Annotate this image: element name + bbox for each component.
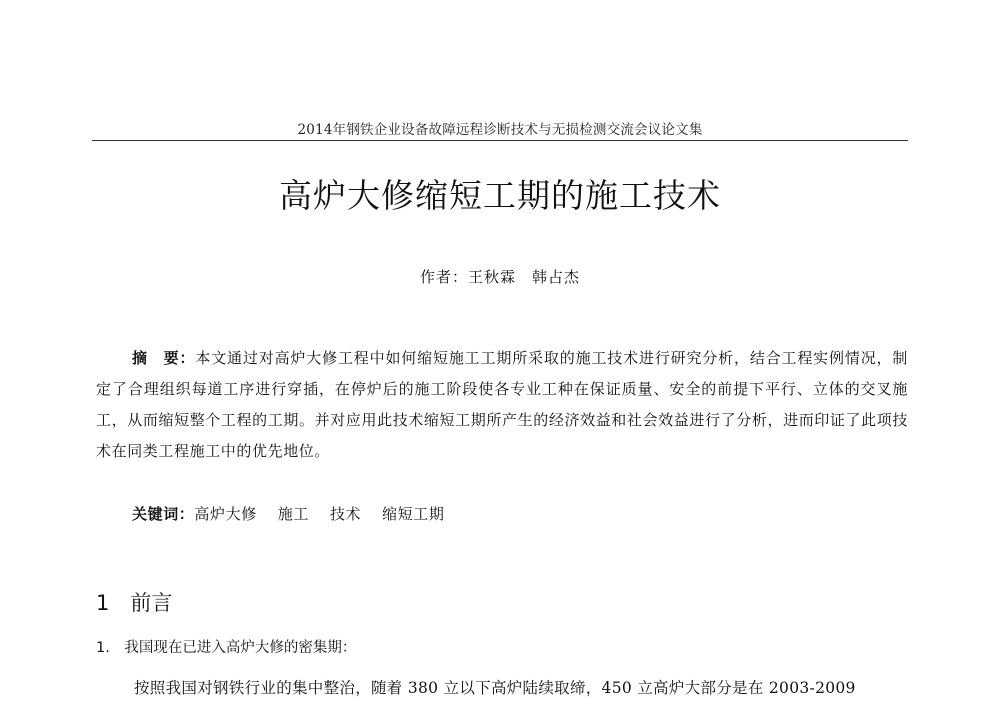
subsection-heading: 1. 我国现在已进入高炉大修的密集期：	[96, 640, 357, 656]
body-paragraph: 按照我国对钢铁行业的集中整治，随着 380 立以下高炉陆续取缔，450 立高炉大部分是在 2003-2009	[134, 679, 856, 697]
abstract-text: 本文通过对高炉大修工程中如何缩短施工工期所采取的施工技术进行研究分析，结合工程实例情况，制定了合理组织每道工序进行穿插，在停炉后的施工阶段使各专业工种在保证质量、安全的前提下平行、立体的交叉施工，从而缩短整个工程的工期。并对应用此技术缩短工期所产生的经济效益和社会效益进行了分析，进而印证了此项技术在同类工程施工中的优先地位。	[96, 349, 908, 460]
paper-title: 高炉大修缩短工期的施工技术	[279, 176, 721, 215]
abstract-label: 摘 要：	[132, 349, 196, 367]
keywords	[132, 503, 445, 524]
keywords-label: 关键词：	[132, 505, 195, 523]
section-heading: 1 前言	[96, 591, 173, 615]
keywords-text: 高炉大修 施工 技术 缩短工期	[194, 505, 445, 523]
running-header: 2014年钢铁企业设备故障远程诊断技术与无损检测交流会议论文集	[297, 122, 703, 138]
header-rule	[92, 140, 908, 141]
authors-line: 作者：王秋霖 韩占杰	[419, 268, 580, 286]
abstract	[96, 343, 908, 467]
